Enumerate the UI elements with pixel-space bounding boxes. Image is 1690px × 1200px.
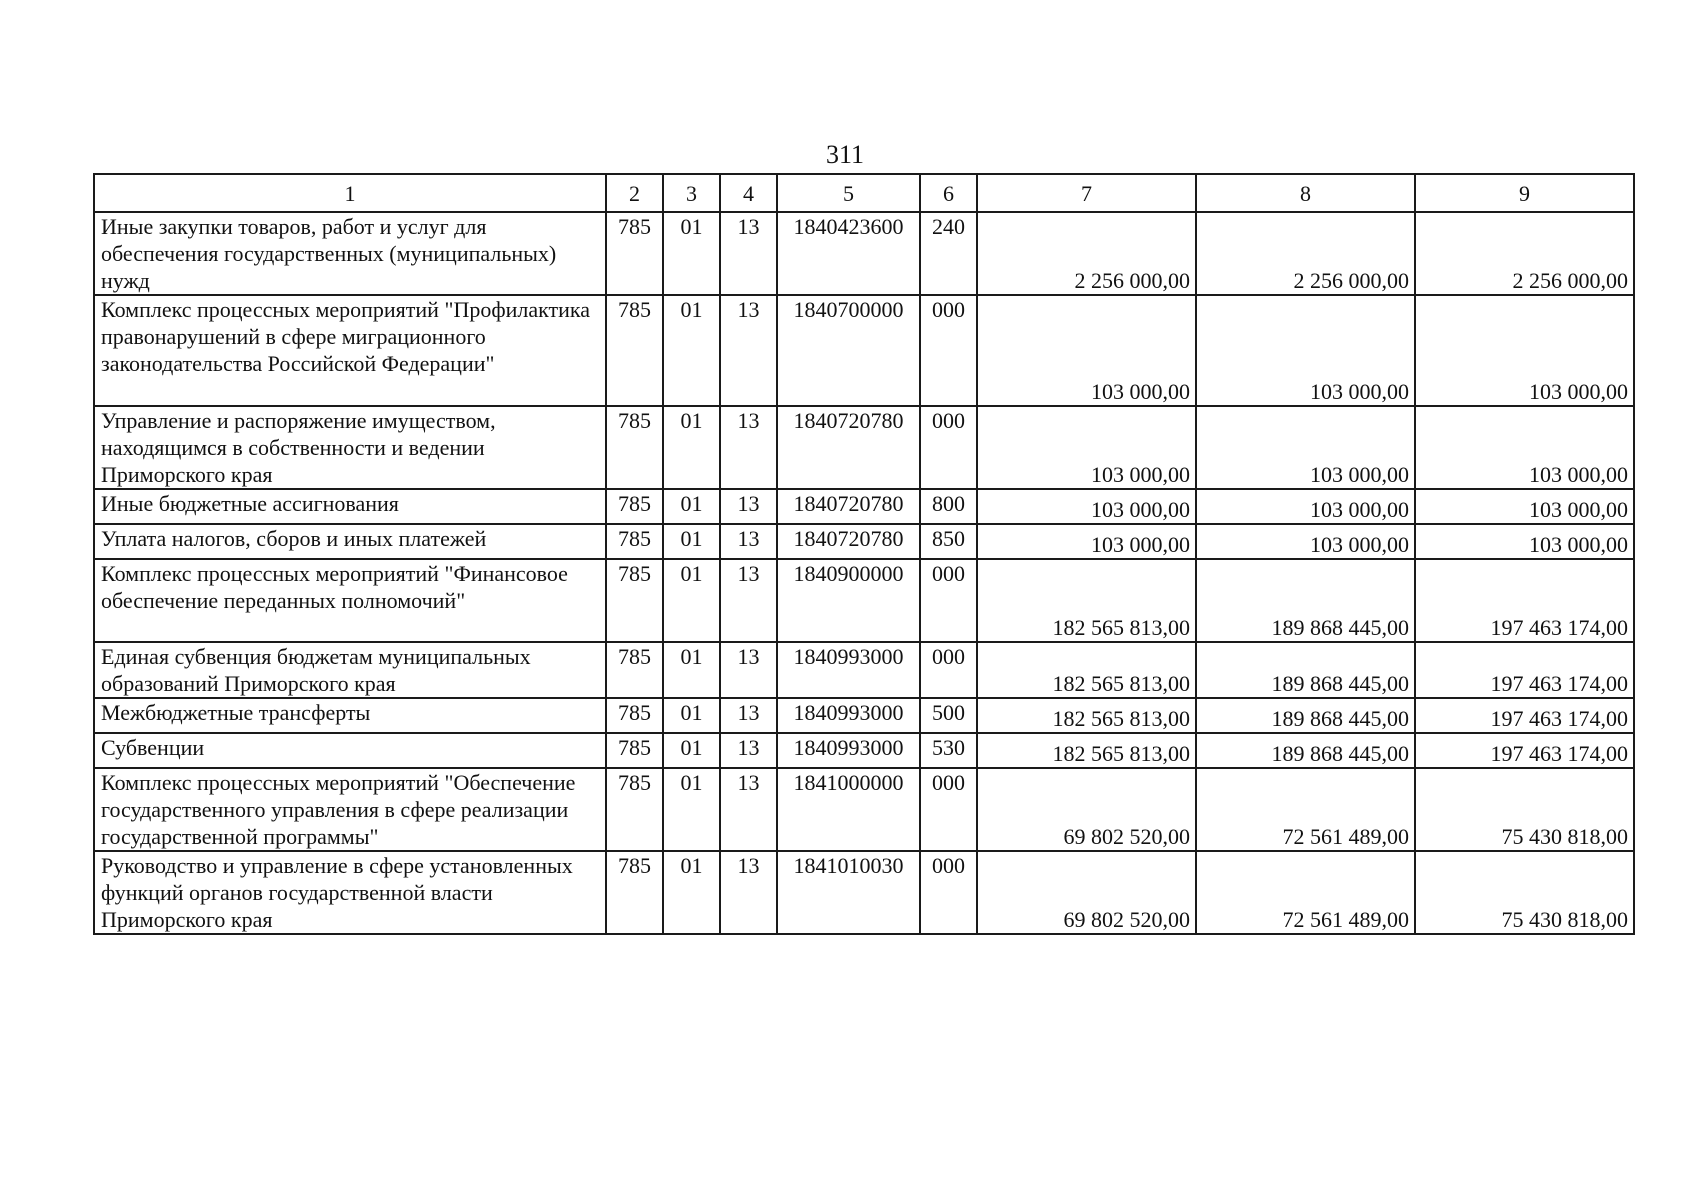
header-cell: 9: [1415, 174, 1634, 212]
cell-amount-7: 182 565 813,00: [977, 733, 1196, 768]
cell-amount-9: 75 430 818,00: [1415, 768, 1634, 851]
cell-target-code: 1840720780: [777, 406, 920, 489]
table-row: [94, 559, 1634, 642]
row-name: Управление и распоряжение имуществом, находящимся в собственности и ведении Приморского края: [94, 406, 606, 489]
cell-amount-7: 182 565 813,00: [977, 698, 1196, 733]
cell-subsection-code: 13: [720, 768, 777, 851]
cell-subsection-code: 13: [720, 406, 777, 489]
cell-amount-7: 103 000,00: [977, 406, 1196, 489]
header-cell: 8: [1196, 174, 1415, 212]
cell-subsection-code: 13: [720, 524, 777, 559]
row-name: Комплекс процессных мероприятий "Обеспечение государственного управления в сфере реализации государственной программы": [94, 768, 606, 851]
cell-amount-9: 2 256 000,00: [1415, 212, 1634, 295]
cell-section-code: 01: [663, 406, 720, 489]
cell-ministry-code: 785: [606, 406, 663, 489]
table-row: [94, 524, 1634, 559]
cell-section-code: 01: [663, 642, 720, 698]
cell-subsection-code: 13: [720, 295, 777, 406]
cell-ministry-code: 785: [606, 733, 663, 768]
cell-ministry-code: 785: [606, 489, 663, 524]
header-cell: 4: [720, 174, 777, 212]
table-row: [94, 489, 1634, 524]
cell-section-code: 01: [663, 851, 720, 934]
cell-amount-9: 103 000,00: [1415, 295, 1634, 406]
cell-expense-type: 240: [920, 212, 977, 295]
cell-amount-7: 103 000,00: [977, 489, 1196, 524]
cell-expense-type: 000: [920, 851, 977, 934]
cell-target-code: 1840993000: [777, 642, 920, 698]
cell-section-code: 01: [663, 295, 720, 406]
cell-amount-8: 103 000,00: [1196, 406, 1415, 489]
header-cell: 2: [606, 174, 663, 212]
cell-subsection-code: 13: [720, 212, 777, 295]
cell-amount-7: 182 565 813,00: [977, 642, 1196, 698]
header-cell: 3: [663, 174, 720, 212]
header-cell: 1: [94, 174, 606, 212]
cell-expense-type: 530: [920, 733, 977, 768]
row-name: Иные закупки товаров, работ и услуг для обеспечения государственных (муниципальных) нужд: [94, 212, 606, 295]
cell-amount-9: 197 463 174,00: [1415, 559, 1634, 642]
table-row: [94, 768, 1634, 851]
cell-amount-7: 69 802 520,00: [977, 851, 1196, 934]
cell-section-code: 01: [663, 559, 720, 642]
cell-target-code: 1840993000: [777, 733, 920, 768]
cell-expense-type: 000: [920, 642, 977, 698]
header-cell: 6: [920, 174, 977, 212]
cell-amount-7: 2 256 000,00: [977, 212, 1196, 295]
cell-target-code: 1840900000: [777, 559, 920, 642]
cell-ministry-code: 785: [606, 768, 663, 851]
cell-target-code: 1840720780: [777, 524, 920, 559]
row-name: Иные бюджетные ассигнования: [94, 489, 606, 524]
row-name: Уплата налогов, сборов и иных платежей: [94, 524, 606, 559]
cell-amount-8: 72 561 489,00: [1196, 851, 1415, 934]
cell-amount-9: 103 000,00: [1415, 524, 1634, 559]
cell-ministry-code: 785: [606, 295, 663, 406]
row-name: Комплекс процессных мероприятий "Профилактика правонарушений в сфере миграционного законодательства Российской Федерации": [94, 295, 606, 406]
cell-expense-type: 500: [920, 698, 977, 733]
table-row: [94, 642, 1634, 698]
cell-section-code: 01: [663, 489, 720, 524]
cell-subsection-code: 13: [720, 642, 777, 698]
cell-amount-8: 72 561 489,00: [1196, 768, 1415, 851]
cell-amount-8: 189 868 445,00: [1196, 559, 1415, 642]
cell-target-code: 1840720780: [777, 489, 920, 524]
cell-expense-type: 000: [920, 295, 977, 406]
table-header-row: [94, 174, 1634, 212]
cell-amount-8: 189 868 445,00: [1196, 733, 1415, 768]
cell-section-code: 01: [663, 212, 720, 295]
row-name: Единая субвенция бюджетам муниципальных образований Приморского края: [94, 642, 606, 698]
cell-section-code: 01: [663, 698, 720, 733]
cell-amount-8: 189 868 445,00: [1196, 642, 1415, 698]
cell-ministry-code: 785: [606, 524, 663, 559]
cell-ministry-code: 785: [606, 698, 663, 733]
cell-target-code: 1840423600: [777, 212, 920, 295]
cell-section-code: 01: [663, 524, 720, 559]
cell-amount-9: 197 463 174,00: [1415, 642, 1634, 698]
cell-target-code: 1841000000: [777, 768, 920, 851]
table-row: [94, 212, 1634, 295]
cell-section-code: 01: [663, 733, 720, 768]
row-name: Межбюджетные трансферты: [94, 698, 606, 733]
cell-subsection-code: 13: [720, 698, 777, 733]
header-cell: 5: [777, 174, 920, 212]
cell-expense-type: 000: [920, 406, 977, 489]
cell-subsection-code: 13: [720, 559, 777, 642]
cell-subsection-code: 13: [720, 733, 777, 768]
cell-amount-7: 103 000,00: [977, 295, 1196, 406]
cell-ministry-code: 785: [606, 851, 663, 934]
cell-amount-8: 103 000,00: [1196, 489, 1415, 524]
cell-amount-8: 103 000,00: [1196, 295, 1415, 406]
cell-ministry-code: 785: [606, 212, 663, 295]
row-name: Руководство и управление в сфере установленных функций органов государственной власти Приморского края: [94, 851, 606, 934]
cell-ministry-code: 785: [606, 642, 663, 698]
cell-amount-9: 103 000,00: [1415, 406, 1634, 489]
cell-amount-9: 75 430 818,00: [1415, 851, 1634, 934]
cell-amount-7: 103 000,00: [977, 524, 1196, 559]
cell-amount-8: 103 000,00: [1196, 524, 1415, 559]
budget-table: [93, 173, 1635, 935]
cell-amount-7: 182 565 813,00: [977, 559, 1196, 642]
header-cell: 7: [977, 174, 1196, 212]
cell-expense-type: 000: [920, 559, 977, 642]
cell-expense-type: 800: [920, 489, 977, 524]
cell-expense-type: 850: [920, 524, 977, 559]
row-name: Комплекс процессных мероприятий "Финансовое обеспечение переданных полномочий": [94, 559, 606, 642]
cell-subsection-code: 13: [720, 851, 777, 934]
cell-section-code: 01: [663, 768, 720, 851]
table-row: [94, 295, 1634, 406]
cell-ministry-code: 785: [606, 559, 663, 642]
cell-subsection-code: 13: [720, 489, 777, 524]
table-row: [94, 698, 1634, 733]
cell-target-code: 1840700000: [777, 295, 920, 406]
cell-amount-8: 189 868 445,00: [1196, 698, 1415, 733]
cell-amount-9: 197 463 174,00: [1415, 733, 1634, 768]
table-row: [94, 733, 1634, 768]
page-number: 311: [825, 140, 865, 169]
cell-target-code: 1841010030: [777, 851, 920, 934]
cell-target-code: 1840993000: [777, 698, 920, 733]
cell-expense-type: 000: [920, 768, 977, 851]
cell-amount-8: 2 256 000,00: [1196, 212, 1415, 295]
row-name: Субвенции: [94, 733, 606, 768]
cell-amount-9: 197 463 174,00: [1415, 698, 1634, 733]
cell-amount-9: 103 000,00: [1415, 489, 1634, 524]
cell-amount-7: 69 802 520,00: [977, 768, 1196, 851]
table-row: [94, 851, 1634, 934]
table-row: [94, 406, 1634, 489]
